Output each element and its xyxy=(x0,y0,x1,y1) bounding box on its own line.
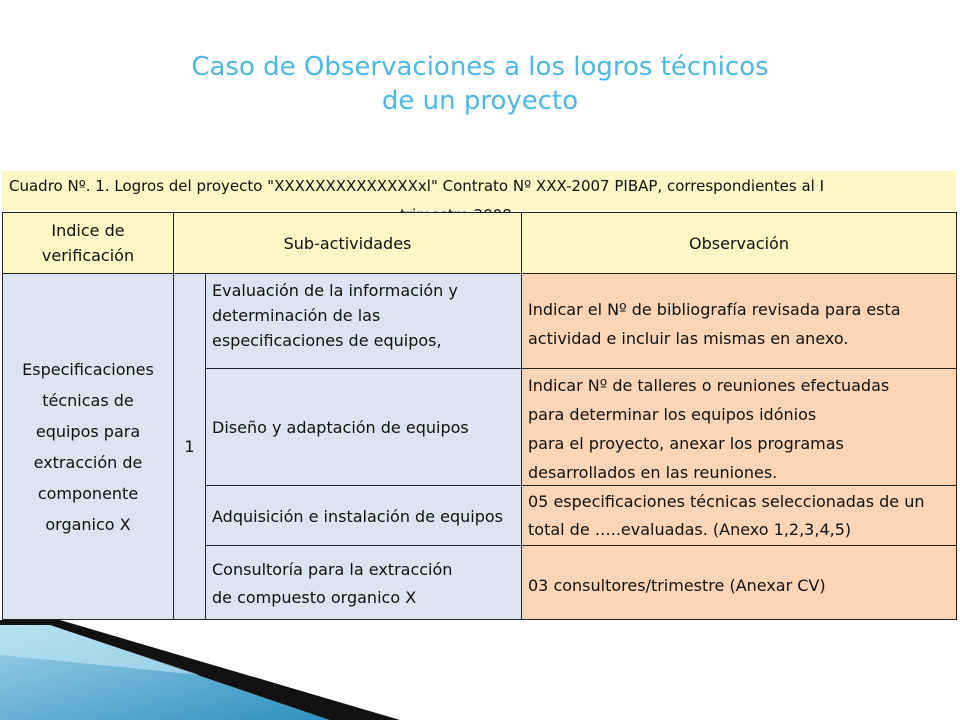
header-subactividades: Sub-actividades xyxy=(173,212,522,274)
header-indice: Indice de verificación xyxy=(2,212,174,274)
observation-text: Indicar Nº de talleres o reuniones efectuadas para determinar los equipos idónios para el proyecto, anexar los programas desarrollados en las reuniones. xyxy=(528,376,890,482)
table-row xyxy=(521,273,957,369)
table-caption xyxy=(2,171,956,211)
decorative-chevron-icon xyxy=(0,620,400,720)
table-row xyxy=(205,545,522,620)
observation-text: Indicar el Nº de bibliografía revisada para esta actividad e incluir las mismas en anexo. xyxy=(528,300,901,348)
observation-text: 03 consultores/trimestre (Anexar CV) xyxy=(528,576,826,595)
subactivity-text: Adquisición e instalación de equipos xyxy=(212,507,503,526)
header-observacion: Observación xyxy=(521,212,957,274)
slide-title-line-2: de un proyecto xyxy=(381,86,579,116)
slide-title-line-1: Caso de Observaciones a los logros técnicos xyxy=(191,52,769,82)
table-row xyxy=(521,485,957,546)
subactivity-text: Diseño y adaptación de equipos xyxy=(212,418,469,437)
table-row xyxy=(205,485,522,546)
table-row xyxy=(521,368,957,486)
subactivity-text: Consultoría para la extracción de compuesto organico X xyxy=(212,560,453,607)
observation-text: 05 especificaciones técnicas seleccionadas de un total de …..evaluadas. (Anexo 1,2,3,4,5) xyxy=(528,492,925,539)
table-row xyxy=(205,273,522,369)
table-caption-line-1: Cuadro Nº. 1. Logros del proyecto "XXXXXXXXXXXXXXxl" Contrato Nº XXX-2007 PIBAP, correspondientes al I xyxy=(9,177,825,195)
subactivity-text: Evaluación de la información y determinación de las especificaciones de equipos, xyxy=(212,281,458,350)
activity-number-cell: 1 xyxy=(173,273,206,620)
indice-cell: Especificaciones técnicas de equipos para extracción de componente organico X xyxy=(2,273,174,620)
slide-title xyxy=(0,50,960,118)
table-row xyxy=(205,368,522,486)
table-row xyxy=(521,545,957,620)
